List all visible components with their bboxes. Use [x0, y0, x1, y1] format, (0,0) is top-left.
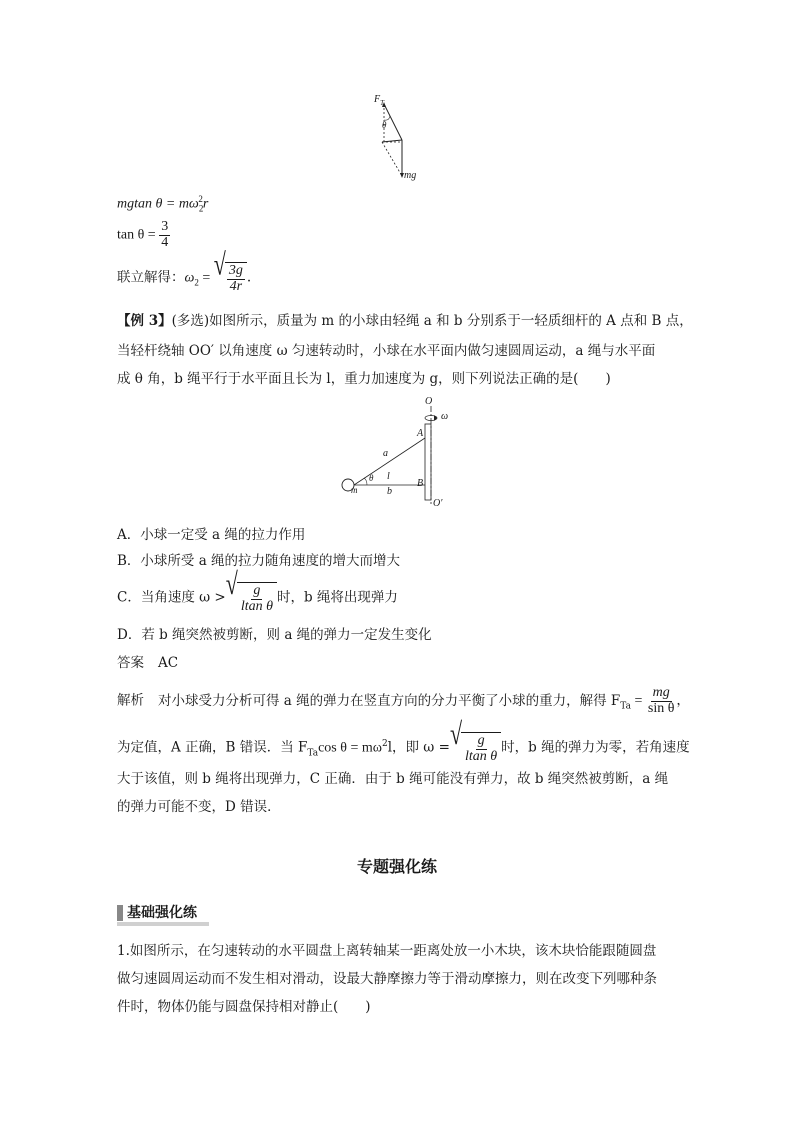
subsection-underline [117, 922, 209, 926]
subsection-header [117, 902, 197, 922]
label-b: b [387, 486, 392, 497]
label-m: m [351, 485, 358, 495]
option-d: D．若 b 绳突然被剪断，则 a 绳的弹力一定发生变化 [117, 627, 432, 643]
mg-label: mg [404, 170, 417, 181]
theta-label: θ [382, 120, 387, 130]
example-line-3: 成 θ 角，b 绳平行于水平面且长为 l，重力加速度为 g，则下列说法正确的是( ) [117, 371, 611, 387]
answer: 答案 AC [117, 655, 179, 671]
equation-1: mgtan $\theta = m\omega_2^2r$ [117, 194, 209, 214]
example-line-1: 【例 3】(多选)如图所示，质量为 m 的小球由轻绳 a 和 b 分别系于一轻质细杆的 A 点和 B 点， [117, 313, 693, 329]
q1-line-2: 做匀速圆周运动而不发生相对滑动，设最大静摩擦力等于滑动摩擦力，则在改变下列哪种条 [117, 971, 657, 987]
example-line-2: 当轻杆绕轴 OO′ 以角速度 ω 匀速转动时，小球在水平面内做匀速圆周运动，a 绳与水平面 [117, 343, 656, 359]
equation-2: tan θ = $\frac{3}{4}$ [117, 219, 169, 250]
equation-3: 联立解得：$\omega_2$ = √ $\frac{3g}{4r}$ . [117, 246, 252, 294]
q1-line-1: 1.如图所示，在匀速转动的水平圆盘上离转轴某一距离处放一小木块，该木块恰能跟随圆盘 [117, 943, 657, 959]
label-omega: ω [441, 411, 449, 422]
analysis-line-2: 为定值，A 正确，B 错误．当 $F_{Ta}\cos$ $\theta = m\omega^2l$，即 ω = √ $\frac{g}{\text{ltan θ}}$ 时，b 绳的弹力为零，若角速度 [117, 716, 690, 764]
option-c: C．当角速度 ω > √ $\frac{g}{\text{ltan θ}}$ 时，b 绳将出现弹力 [117, 566, 398, 614]
subsection-title: 基础强化练 [127, 905, 197, 921]
label-B: B [417, 478, 424, 489]
label-l: l [387, 471, 390, 482]
ft-label: $F_T$ [374, 94, 385, 107]
q1-line-3: 件时，物体仍能与圆盘保持相对静止( ) [117, 999, 371, 1015]
label-O-prime: O′ [433, 498, 443, 509]
force-diagram [360, 92, 440, 184]
analysis-line-1: 解析 对小球受力分析可得 a 绳的弹力在竖直方向的分力平衡了小球的重力，解得 $F_{Ta}$ = $\frac{mg}{\text{sin θ}}$ ， [117, 685, 690, 716]
force-diagram-svg [360, 92, 440, 184]
rod-ball-diagram [335, 396, 465, 516]
analysis-line-3: 大于该值，则 b 绳将出现弹力，C 正确．由于 b 绳可能没有弹力，故 b 绳突然被剪断，a 绳 [117, 771, 669, 787]
option-b: B．小球所受 a 绳的拉力随角速度的增大而增大 [117, 553, 401, 569]
section-title: 专题强化练 [356, 857, 437, 876]
label-O: O [425, 396, 433, 407]
option-a: A．小球一定受 a 绳的拉力作用 [117, 527, 306, 543]
label-A: A [417, 428, 424, 439]
subsection-bar-icon [117, 905, 123, 921]
analysis-line-4: 的弹力可能不变，D 错误． [117, 799, 281, 815]
label-a: a [383, 448, 388, 459]
label-theta: θ [369, 473, 374, 483]
